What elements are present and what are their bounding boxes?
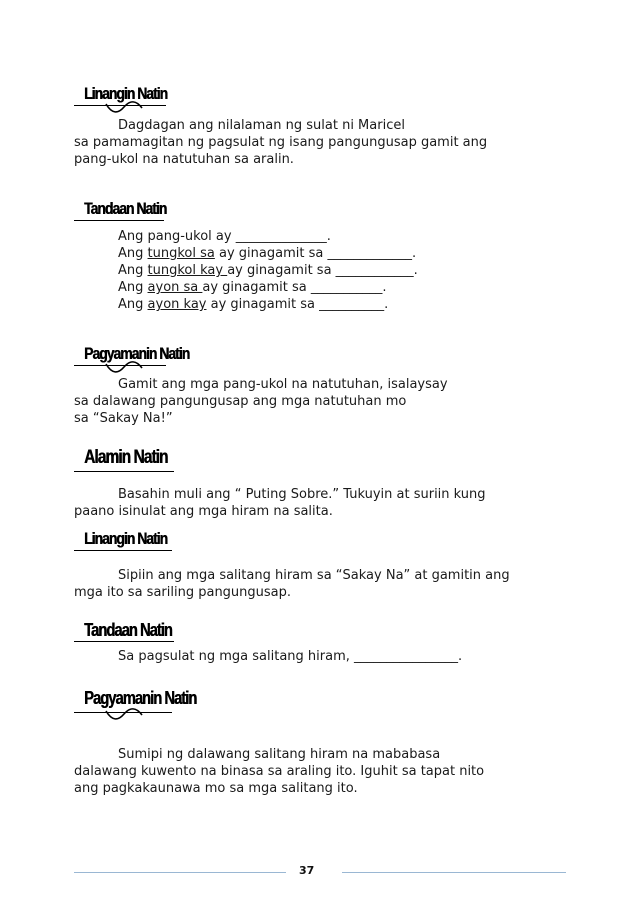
body-line: Dagdagan ang nilalaman ng sulat ni Maricel bbox=[118, 118, 405, 133]
section-heading-title: Pagyamanin Natin bbox=[84, 688, 197, 708]
swash-ornament-icon bbox=[104, 100, 144, 114]
footer-rule-left bbox=[74, 872, 286, 873]
section-body bbox=[74, 117, 574, 168]
rule-item: Ang ayon sa ay ginagamit sa ___________. bbox=[118, 280, 387, 295]
heading-underline bbox=[74, 550, 172, 551]
rule-item: Ang tungkol sa ay ginagamit sa _____________. bbox=[118, 246, 417, 261]
body-line: sa “Sakay Na!” bbox=[74, 411, 173, 426]
section-heading-title: Tandaan Natin bbox=[84, 620, 172, 640]
body-line: pang-ukol na natutuhan sa aralin. bbox=[74, 152, 294, 167]
body-line: ang pagkakaunawa mo sa mga salitang ito. bbox=[74, 781, 358, 796]
section-body bbox=[74, 746, 574, 797]
body-line: paano isinulat ang mga hiram na salita. bbox=[74, 504, 333, 519]
section-body bbox=[74, 567, 574, 601]
body-line: Basahin muli ang “ Puting Sobre.” Tukuyin at suriin kung bbox=[118, 487, 486, 502]
rule-item: Ang tungkol kay ay ginagamit sa ____________. bbox=[118, 263, 418, 278]
body-line: sa dalawang pangungusap ang mga natutuhan mo bbox=[74, 394, 407, 409]
heading-underline bbox=[74, 471, 174, 472]
section-heading-title: Linangin Natin bbox=[84, 529, 168, 548]
rule-item: Ang ayon kay ay ginagamit sa __________. bbox=[118, 297, 389, 312]
heading-underline bbox=[74, 641, 174, 642]
body-line: mga ito sa sariling pangungusap. bbox=[74, 585, 292, 600]
footer-rule-right bbox=[342, 872, 566, 873]
section-body bbox=[74, 486, 574, 520]
section-body bbox=[74, 228, 574, 313]
section-body bbox=[74, 648, 574, 665]
section-heading-title: Linangin Natin bbox=[84, 84, 168, 103]
section-heading-title: Pagyamanin Natin bbox=[84, 344, 190, 363]
section-heading-title: Alamin Natin bbox=[84, 447, 168, 468]
body-line: dalawang kuwento na binasa sa araling ito. Iguhit sa tapat nito bbox=[74, 764, 485, 779]
section-heading-title: Tandaan Natin bbox=[84, 199, 167, 218]
swash-ornament-icon bbox=[104, 360, 144, 374]
body-line: Sumipi ng dalawang salitang hiram na mababasa bbox=[118, 747, 441, 762]
body-line: Sipiin ang mga salitang hiram sa “Sakay Na” at gamitin ang bbox=[118, 568, 510, 583]
page-number: 37 bbox=[299, 864, 315, 877]
section-body bbox=[74, 376, 574, 427]
body-line: Gamit ang mga pang-ukol na natutuhan, isalaysay bbox=[118, 377, 448, 392]
body-line: sa pamamagitan ng pagsulat ng isang pangungusap gamit ang bbox=[74, 135, 488, 150]
heading-underline bbox=[74, 220, 164, 221]
body-line: Sa pagsulat ng mga salitang hiram, ________________. bbox=[118, 649, 463, 664]
swash-ornament-icon bbox=[104, 707, 144, 721]
rule-item: Ang pang-ukol ay ______________. bbox=[118, 229, 331, 244]
